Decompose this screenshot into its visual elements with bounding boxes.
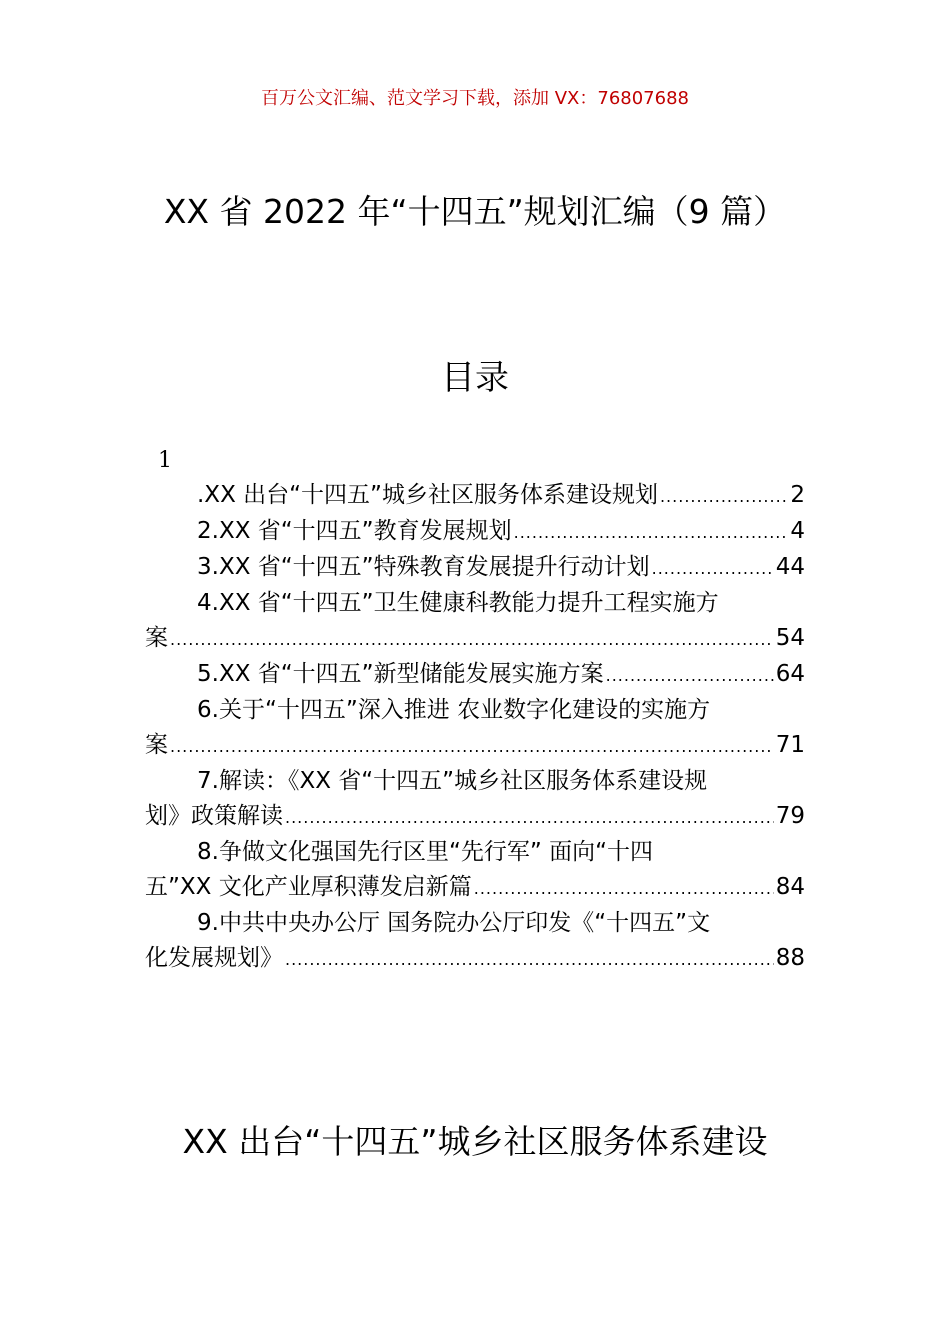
toc-entry[interactable] [145,514,805,550]
toc-entry-text: 8.争做文化强国先行区里“先行军” 面向“十四 [197,839,654,865]
header-note: 百万公文汇编、范文学习下载，添加 VX：76807688 [261,88,689,109]
dot-leader [285,800,774,835]
dot-leader [660,479,788,514]
toc-entry-text: 5.XX 省“十四五”新型储能发展实施方案 [197,661,604,687]
toc-entry-text: 3.XX 省“十四五”特殊教育发展提升行动计划 [197,554,650,580]
toc-page-number: 54 [775,625,805,651]
toc-entry-text: 6.关于“十四五”深入推进 农业数字化建设的实施方 [197,697,711,723]
toc-entry[interactable] [145,657,805,693]
toc-entry[interactable] [145,693,805,764]
toc-entry-text-continued: 划》政策解读 [145,803,283,829]
toc-entry-text: 2.XX 省“十四五”教育发展规划 [197,518,512,544]
document-title: XX 省 2022 年“十四五”规划汇编（9 篇） [163,192,787,231]
toc-entry-text-continued: 化发展规划》 [145,945,283,971]
toc-entry[interactable] [145,550,805,586]
toc-entry-text: 4.XX 省“十四五”卫生健康科教能力提升工程实施方 [197,590,719,616]
toc-entry[interactable] [145,586,805,657]
dot-leader [170,622,774,657]
toc-entry-text: 9.中共中央办公厅 国务院办公厅印发《“十四五”文 [197,910,711,936]
dot-leader [606,658,774,693]
toc-page-number: 88 [775,945,805,971]
toc-page-number: 4 [790,518,805,544]
toc-entry[interactable] [145,835,805,906]
toc-page-number: 79 [775,803,805,829]
toc-entry-text: 7.解读：《XX 省“十四五”城乡社区服务体系建设规 [197,768,708,794]
toc-page-number: 71 [775,732,805,758]
toc-page-number: 2 [790,482,805,508]
toc-number: 1 [158,448,172,473]
dot-leader [514,515,789,550]
toc-entry-text-continued: 案 [145,732,168,758]
toc-entry[interactable] [145,764,805,835]
dot-leader [170,729,774,764]
toc-heading: 目录 [441,358,509,398]
toc-page-number: 84 [775,874,805,900]
dot-leader [474,871,774,906]
toc-entry-text: .XX 出台“十四五”城乡社区服务体系建设规划 [197,482,658,508]
section-heading: XX 出台“十四五”城乡社区服务体系建设 [182,1122,768,1161]
toc-entry-text-continued: 案 [145,625,168,651]
toc-entry[interactable] [145,906,805,977]
dot-leader [285,942,774,977]
toc-page-number: 64 [775,661,805,687]
toc-entry-text-continued: 五”XX 文化产业厚积薄发启新篇 [145,874,472,900]
table-of-contents [145,478,805,977]
toc-page-number: 44 [775,554,805,580]
dot-leader [652,551,774,586]
toc-entry[interactable] [145,478,805,514]
